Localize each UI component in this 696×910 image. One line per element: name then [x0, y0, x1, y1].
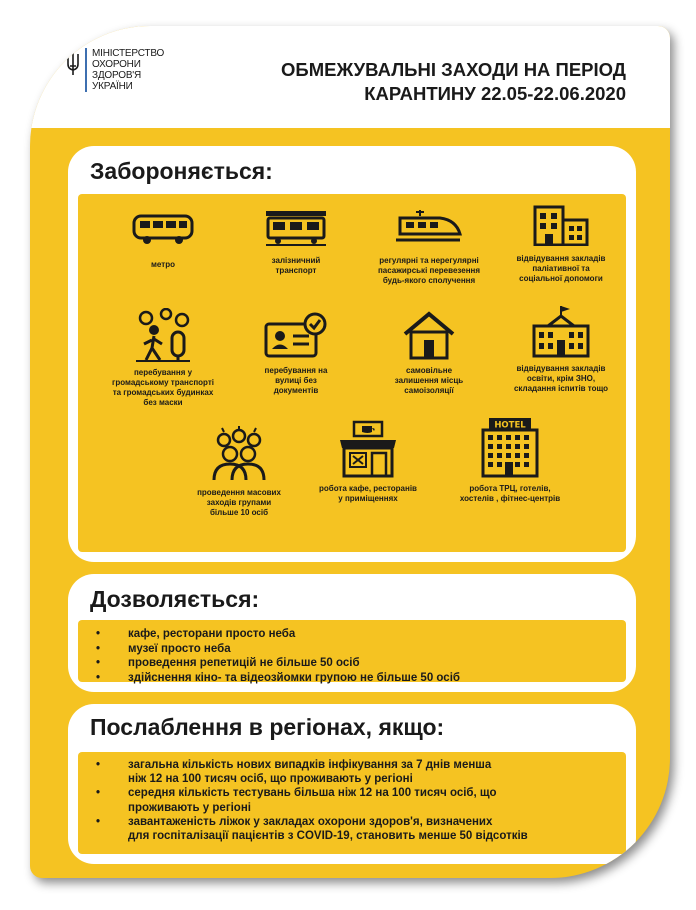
section-title: Дозволяється: — [90, 586, 260, 612]
forbidden-item-education — [496, 304, 626, 394]
walking-person-icon — [132, 308, 194, 362]
forbidden-label — [231, 366, 361, 396]
ministry-line: УКРАЇНИ — [92, 81, 133, 92]
crowd-icon — [208, 426, 270, 482]
trident-icon — [66, 50, 80, 76]
ministry-name — [85, 48, 164, 92]
ministry-line: МІНІСТЕРСТВО — [92, 48, 165, 59]
forbidden-label — [174, 488, 304, 518]
forbidden-item-events — [174, 426, 304, 518]
allowed-section — [68, 574, 636, 692]
forbidden-label-text: відвідування закладів освіти, крім ЗНО, складання іспитів тощо — [513, 364, 609, 393]
forbidden-item-documents — [231, 312, 361, 396]
forbidden-label — [440, 484, 580, 504]
list-item: • проведення репетицій не більше 50 осіб — [88, 656, 626, 671]
train-icon — [264, 208, 328, 246]
list-item: • загальна кількість нових випадків інфікування за 7 днів менша ніж 12 на 100 тисяч осіб, що проживають у регіоні — [88, 758, 626, 786]
title-line: КАРАНТИНУ 22.05-22.06.2020 — [364, 83, 626, 104]
forbidden-label-text: метро — [151, 260, 175, 269]
forbidden-grid — [78, 194, 626, 552]
regions-list — [88, 758, 626, 843]
ministry-logo — [66, 48, 164, 92]
high-speed-train-icon — [394, 208, 464, 246]
forbidden-item-metro — [98, 212, 228, 270]
ministry-line: ЗДОРОВ'Я — [92, 70, 142, 81]
list-item: • середня кількість тестувань більша ніж 12 на 100 тисяч осіб, що проживають у регіоні — [88, 786, 626, 814]
forbidden-label-text: перебування на вулиці без документів — [264, 366, 328, 395]
forbidden-label — [364, 366, 494, 396]
forbidden-label-text: робота кафе, ресторанів у приміщеннях — [319, 484, 417, 503]
list-item: • музеї просто неба — [88, 642, 626, 657]
forbidden-item-hotel — [440, 416, 580, 504]
forbidden-label-text: відвідування закладів паліативної та соціальної допомоги — [516, 254, 606, 283]
regions-list-box — [78, 752, 626, 854]
list-item: • кафе, ресторани просто неба — [88, 627, 626, 642]
poster-title — [196, 58, 626, 106]
forbidden-item-social — [496, 204, 626, 284]
forbidden-label-text: залізничний транспорт — [271, 256, 321, 275]
forbidden-item-transport — [364, 208, 494, 286]
forbidden-item-rail — [231, 208, 361, 276]
house-icon — [401, 310, 457, 360]
bus-icon — [131, 212, 195, 246]
id-card-icon — [263, 312, 329, 360]
forbidden-section — [68, 146, 636, 562]
regions-section — [68, 704, 636, 864]
forbidden-label-text: робота ТРЦ, готелів, хостелів , фітнес-центрів — [459, 484, 561, 503]
section-title: Забороняється: — [90, 158, 273, 184]
forbidden-item-isolation — [364, 310, 494, 396]
poster-header — [30, 26, 670, 128]
list-item: • завантаженість ліжок у закладах охорони здоров'я, визначених для госпіталізації пацієнтів з COVID-19, становить менше 50 відсотків — [88, 815, 626, 843]
forbidden-label — [496, 364, 626, 394]
forbidden-label-text: регулярні та нерегулярні пасажирські перевезення будь-якого сполучення — [377, 256, 481, 285]
cafe-icon — [336, 420, 400, 478]
forbidden-label — [98, 368, 228, 408]
school-icon — [530, 304, 592, 358]
forbidden-label-text: проведення масових заходів групами більше 10 осіб — [197, 488, 281, 517]
allowed-list — [88, 627, 626, 685]
forbidden-label — [231, 256, 361, 276]
forbidden-label — [364, 256, 494, 286]
forbidden-label — [298, 484, 438, 504]
buildings-icon — [531, 204, 591, 246]
ministry-line: ОХОРОНИ — [92, 59, 141, 70]
section-title: Послаблення в регіонах, якщо: — [90, 714, 445, 740]
forbidden-label-text: самовільне залишення місць самоізоляції — [394, 366, 464, 395]
title-line: ОБМЕЖУВАЛЬНІ ЗАХОДИ НА ПЕРІОД — [281, 59, 626, 80]
quarantine-poster — [30, 26, 670, 878]
forbidden-label — [496, 254, 626, 284]
forbidden-label — [98, 260, 228, 270]
allowed-list-box — [78, 620, 626, 682]
forbidden-item-cafe — [298, 420, 438, 504]
forbidden-item-mask — [98, 308, 228, 408]
list-item: • здійснення кіно- та відеозйомки групою не більше 50 осіб — [88, 671, 626, 686]
svg-text:HOTEL: HOTEL — [494, 420, 526, 431]
hotel-icon — [479, 416, 541, 478]
forbidden-label-text: перебування у громадському транспорті та громадських будинках без маски — [112, 368, 214, 407]
